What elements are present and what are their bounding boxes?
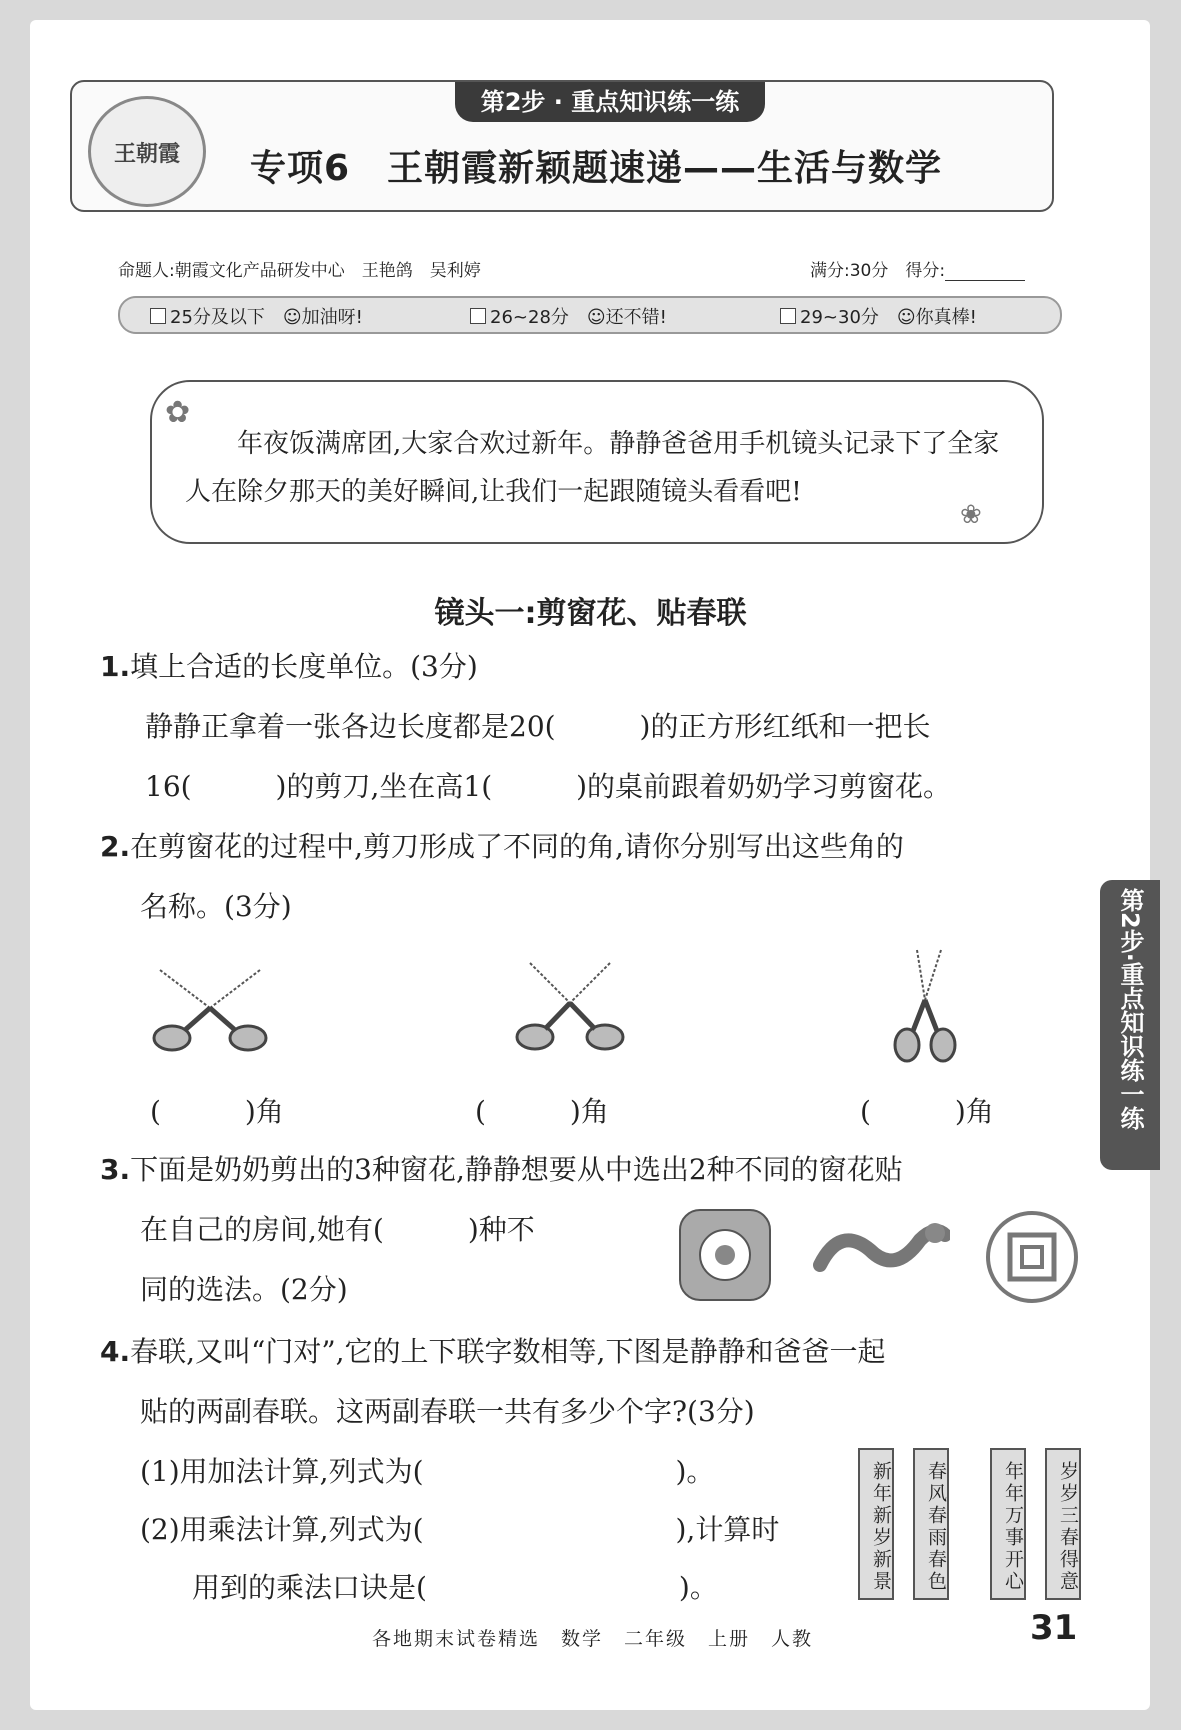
checkbox[interactable]: [150, 308, 166, 324]
full-score-text: 满分:30分 得分:: [810, 261, 946, 281]
smiley-icon: ☺: [586, 307, 606, 328]
q1-text: 填上合适的长度单位。(3分): [130, 650, 478, 683]
couplet-1: 新年新岁新景: [858, 1448, 894, 1600]
score-level-1: [150, 303, 363, 329]
score-range: 25分及以下: [170, 307, 265, 328]
q1-line2: 16( )的剪刀,坐在高1( )的桌前跟着奶奶学习剪窗花。: [145, 770, 952, 803]
step-tag: 第2步 · 重点知识练一练: [455, 82, 765, 122]
q1-line1: 静静正拿着一张各边长度都是20( )的正方形红纸和一把长: [145, 710, 931, 743]
couplet-2: 春风春雨春色: [913, 1448, 949, 1600]
scissors-acute: [150, 960, 270, 1060]
q3-text: 下面是奶奶剪出的3种窗花,静静想要从中选出2种不同的窗花贴: [130, 1153, 903, 1186]
smiley-icon: ☺: [896, 307, 916, 328]
score-comment: 你真棒!: [915, 307, 977, 328]
score-comment: 加油呀!: [301, 307, 363, 328]
paper-cut-dragon-icon: [810, 1205, 950, 1300]
paper-cut-pattern-icon: [985, 1210, 1080, 1305]
q4-stem: [100, 1330, 885, 1374]
checkbox[interactable]: [780, 308, 796, 324]
q4-sub1[interactable]: (1)用加法计算,列式为( )。: [140, 1455, 715, 1488]
logo-text: 王朝霞: [113, 141, 180, 167]
page-title: 专项6 王朝霞新颖题速递——生活与数学: [250, 148, 943, 189]
scissors-narrow: [885, 945, 965, 1065]
q3-number: 3.: [100, 1153, 131, 1186]
intro-text: 年夜饭满席团,大家合欢过新年。静静爸爸用手机镜头记录下了全家人在除夕那天的美好瞬间,让我们一起跟随镜头看看吧!: [185, 429, 1000, 507]
q4-text: 春联,又叫“门对”,它的上下联字数相等,下图是静静和爸爸一起: [130, 1335, 886, 1368]
q3-stem: [100, 1148, 903, 1192]
q2-line2: 名称。(3分): [140, 890, 292, 923]
scissors-right: [510, 955, 630, 1060]
q4-line2: 贴的两副春联。这两副春联一共有多少个字?(3分): [140, 1395, 755, 1428]
q2-number: 2.: [100, 830, 131, 863]
side-tab-text: 第2步·重点知识练一练: [1116, 888, 1144, 1130]
score-level-3: [780, 303, 977, 329]
q2-stem: [100, 825, 904, 869]
q4-sub3[interactable]: 用到的乘法口诀是( )。: [192, 1571, 718, 1604]
couplet-3: 年年万事开心: [990, 1448, 1026, 1600]
score-blank[interactable]: [945, 280, 1025, 281]
score-range: 29~30分: [800, 307, 879, 328]
checkbox[interactable]: [470, 308, 486, 324]
footer-text: 各地期末试卷精选 数学 二年级 上册 人教: [372, 1628, 814, 1650]
score-level-2: [470, 303, 667, 329]
flower-icon: ✿: [165, 395, 191, 430]
q3-line3: 同的选法。(2分): [140, 1273, 348, 1306]
section-title: 镜头一:剪窗花、贴春联: [434, 596, 747, 631]
couplet-4: 岁岁三春得意: [1045, 1448, 1081, 1600]
side-tab: [1100, 880, 1160, 1170]
paper-cut-flower-icon: [675, 1205, 775, 1305]
q2-text: 在剪窗花的过程中,剪刀形成了不同的角,请你分别写出这些角的: [130, 830, 904, 863]
logo: [88, 96, 206, 207]
page-number: 31: [1030, 1608, 1078, 1648]
score-comment: 还不错!: [605, 307, 667, 328]
angle-answer-2[interactable]: ( )角: [475, 1095, 609, 1128]
q4-sub2[interactable]: (2)用乘法计算,列式为( ),计算时: [140, 1513, 780, 1546]
angle-answer-1[interactable]: ( )角: [150, 1095, 284, 1128]
q1-stem: [100, 645, 478, 689]
score-range: 26~28分: [490, 307, 569, 328]
full-score-line: [810, 256, 1025, 281]
q3-line2: 在自己的房间,她有( )种不: [140, 1213, 535, 1246]
q4-number: 4.: [100, 1335, 131, 1368]
lantern-icon: ❀: [960, 500, 982, 530]
smiley-icon: ☺: [282, 307, 302, 328]
authors-line: 命题人:朝霞文化产品研发中心 王艳鸽 吴利婷: [118, 261, 481, 281]
score-level-bar: [118, 296, 1062, 334]
angle-answer-3[interactable]: ( )角: [860, 1095, 994, 1128]
q1-number: 1.: [100, 650, 131, 683]
